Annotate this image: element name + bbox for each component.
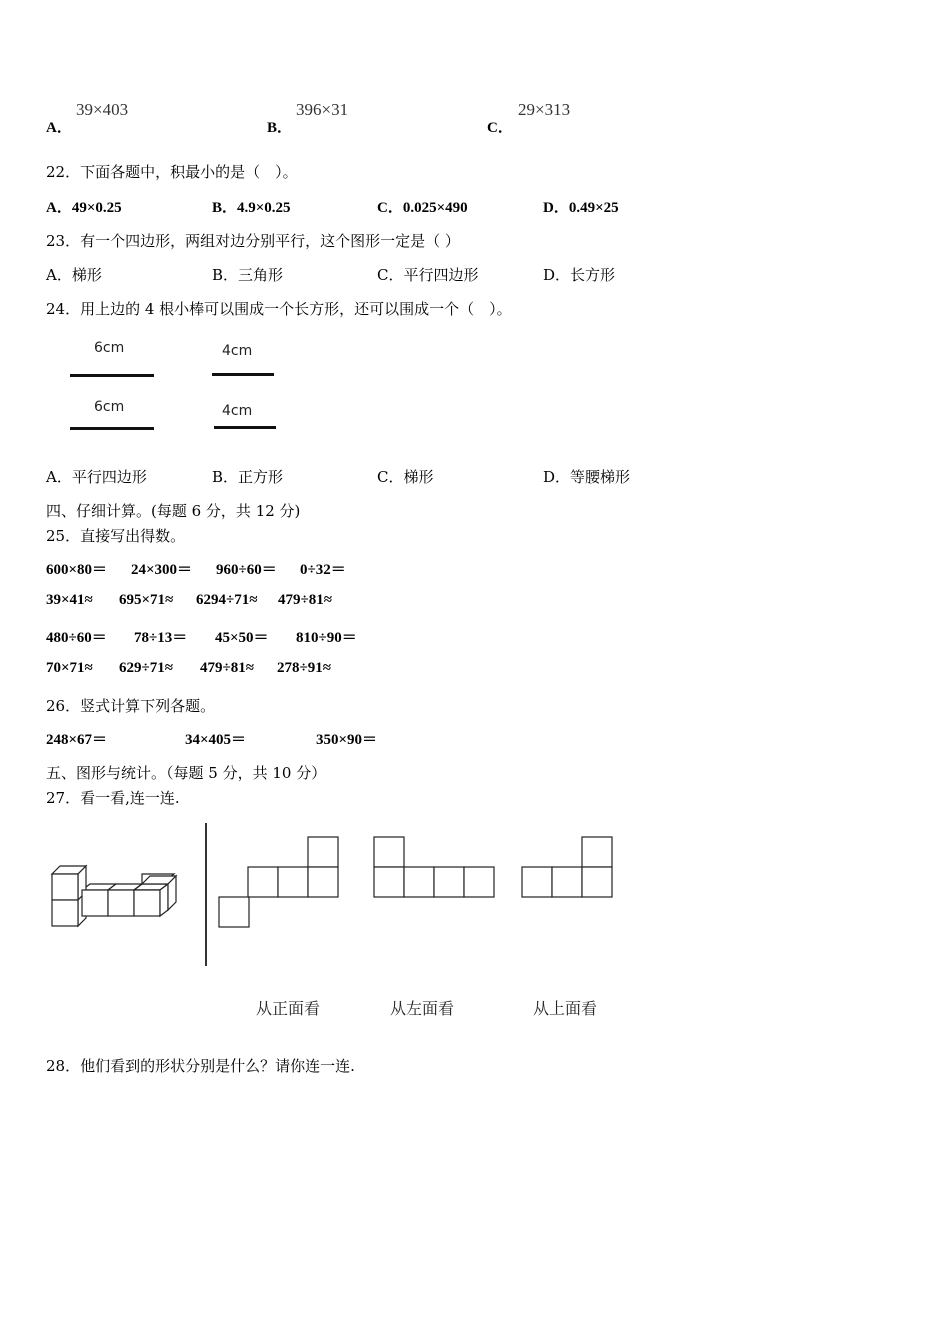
stick-3 — [70, 427, 154, 430]
view-shape-3 — [521, 836, 614, 899]
stick-label-1: 6cm — [94, 340, 125, 356]
view-label-front: 从正面看 — [256, 999, 321, 1018]
q21-option-c-letter: C． — [487, 120, 513, 136]
stick-label-2: 4cm — [222, 343, 253, 359]
q25-r3-c4: 810÷90＝ — [296, 630, 357, 646]
q25-r4-c1: 70×71≈ — [46, 660, 93, 676]
q26-item-2: 34×405＝ — [185, 732, 247, 748]
view-shape-1 — [218, 836, 340, 929]
q25-r3-c1: 480÷60＝ — [46, 630, 107, 646]
view-label-top: 从上面看 — [533, 999, 598, 1018]
stick-4 — [214, 426, 276, 429]
q24-stem: 24．用上边的 4 根小棒可以围成一个长方形，还可以围成一个（ ）。 — [46, 300, 512, 318]
q26-item-3: 350×90＝ — [316, 732, 378, 748]
q25-r4-c2: 629÷71≈ — [119, 660, 173, 676]
q25-r2-c1: 39×41≈ — [46, 592, 93, 608]
q26-stem: 26．竖式计算下列各题。 — [46, 697, 216, 715]
q22-stem: 22．下面各题中，积最小的是（ ）。 — [46, 163, 298, 181]
q23-option-d: D．长方形 — [543, 266, 616, 284]
section5-title: 五、图形与统计。（每题 5 分，共 10 分） — [46, 764, 327, 782]
section4-title: 四、仔细计算。(每题 6 分，共 12 分) — [46, 502, 301, 520]
q25-r4-c3: 479÷81≈ — [200, 660, 254, 676]
q26-item-1: 248×67＝ — [46, 732, 108, 748]
q28-stem: 28．他们看到的形状分别是什么？请你连一连. — [46, 1057, 355, 1075]
q23-option-b: B．三角形 — [212, 266, 284, 284]
q27-stem: 27．看一看,连一连. — [46, 789, 180, 807]
q22-option-a: A．49×0.25 — [46, 200, 122, 216]
q25-r3-c2: 78÷13＝ — [134, 630, 188, 646]
q22-option-b: B．4.9×0.25 — [212, 200, 291, 216]
q25-r1-c2: 24×300＝ — [131, 562, 193, 578]
q23-stem: 23．有一个四边形，两组对边分别平行，这个图形一定是（ ） — [46, 232, 460, 250]
q25-r2-c4: 479÷81≈ — [278, 592, 332, 608]
q25-r3-c3: 45×50＝ — [215, 630, 269, 646]
q25-r1-c1: 600×80＝ — [46, 562, 108, 578]
q22-option-d: D．0.49×25 — [543, 200, 619, 216]
q23-option-a: A．梯形 — [46, 266, 102, 284]
q25-r2-c3: 6294÷71≈ — [196, 592, 258, 608]
stick-1 — [70, 374, 154, 377]
q25-r1-c4: 0÷32＝ — [300, 562, 346, 578]
q22-option-c: C．0.025×490 — [377, 200, 468, 216]
q21-option-b-expr: 396×31 — [296, 100, 349, 119]
q21-option-c-expr: 29×313 — [518, 100, 571, 119]
q24-option-d: D．等腰梯形 — [543, 468, 631, 486]
view-shape-2 — [373, 836, 496, 899]
q21-option-a-letter: A． — [46, 120, 72, 136]
stick-label-4: 4cm — [222, 403, 253, 419]
cube-figure — [46, 860, 186, 935]
q24-option-a: A．平行四边形 — [46, 468, 147, 486]
q23-option-c: C．平行四边形 — [377, 266, 479, 284]
q21-option-b-letter: B． — [267, 120, 293, 136]
q24-option-c: C．梯形 — [377, 468, 434, 486]
q25-stem: 25．直接写出得数。 — [46, 527, 186, 545]
stick-label-3: 6cm — [94, 399, 125, 415]
q21-option-a-expr: 39×403 — [76, 100, 129, 119]
q24-option-b: B．正方形 — [212, 468, 284, 486]
stick-2 — [212, 373, 274, 376]
q25-r2-c2: 695×71≈ — [119, 592, 174, 608]
figure-divider — [205, 823, 207, 966]
q25-r1-c3: 960÷60＝ — [216, 562, 277, 578]
q25-r4-c4: 278÷91≈ — [277, 660, 331, 676]
view-label-left: 从左面看 — [390, 999, 455, 1018]
